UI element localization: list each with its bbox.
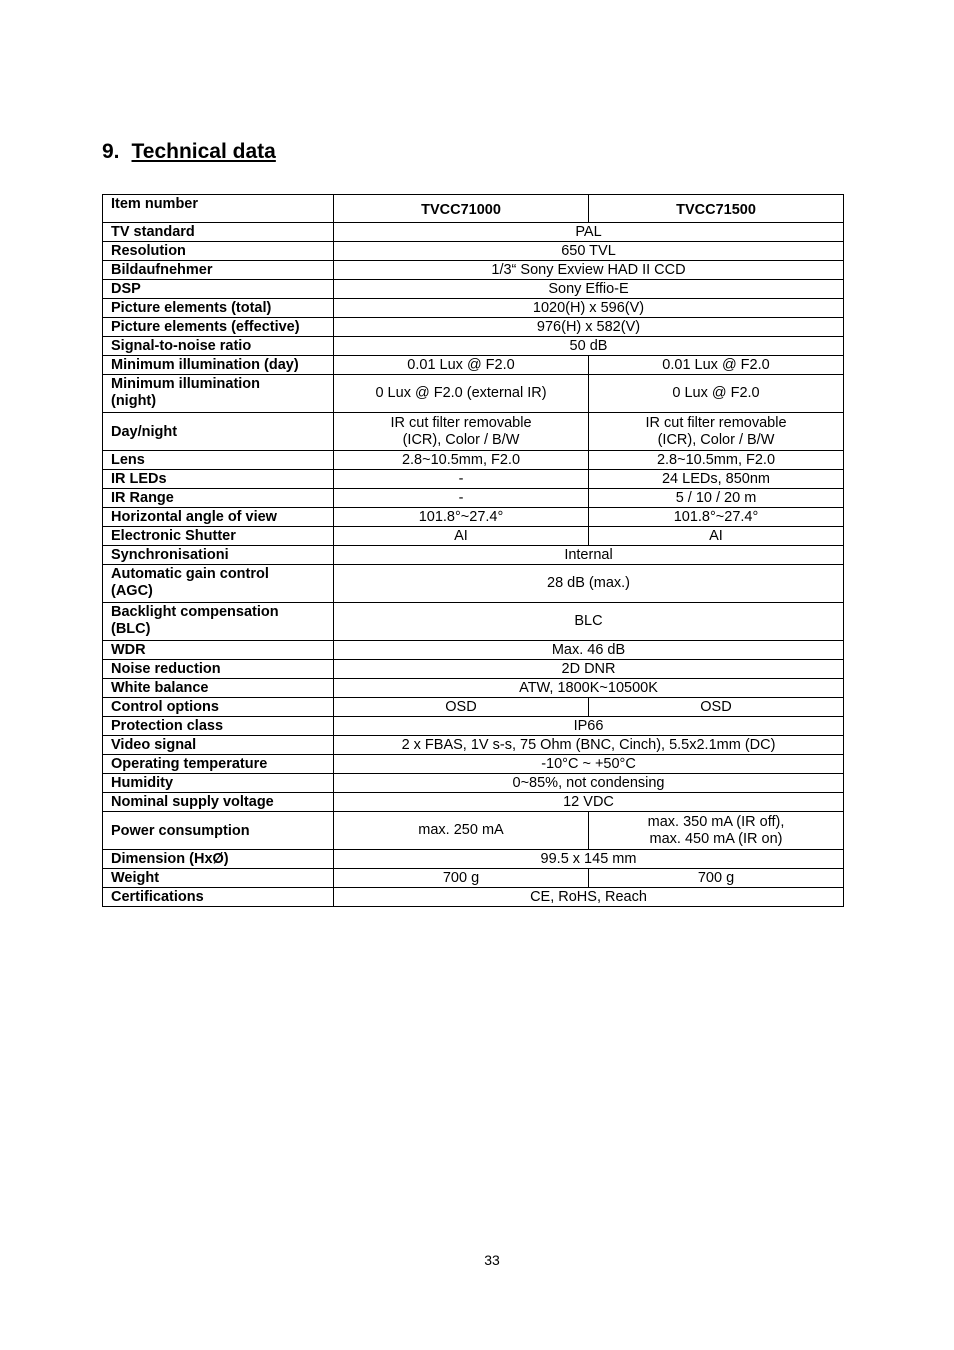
cell-line: Automatic gain control: [111, 566, 269, 582]
table-row: [103, 888, 844, 907]
row-value: IP66: [334, 717, 844, 736]
table-row: [103, 641, 844, 660]
row-value-model-2: 24 LEDs, 850nm: [589, 470, 844, 489]
row-label: Day/night: [103, 413, 334, 451]
table-row: [103, 565, 844, 603]
row-label: Protection class: [103, 717, 334, 736]
table-row: [103, 280, 844, 299]
row-label: Dimension (HxØ): [103, 850, 334, 869]
row-label: [103, 375, 334, 413]
page-heading: [102, 140, 276, 164]
row-value-model-2: [589, 812, 844, 850]
row-value-model-1: AI: [334, 527, 589, 546]
cell-line: max. 450 mA (IR on): [649, 830, 783, 847]
row-value-model-1: -: [334, 470, 589, 489]
row-label: Synchronisationi: [103, 546, 334, 565]
cell-line: IR cut filter removable: [390, 414, 532, 431]
table-row: [103, 223, 844, 242]
row-label: Minimum illumination (day): [103, 356, 334, 375]
row-label: Certifications: [103, 888, 334, 907]
table-row: [103, 413, 844, 451]
row-value: 12 VDC: [334, 793, 844, 812]
table-row: [103, 451, 844, 470]
row-label: Control options: [103, 698, 334, 717]
cell-line: Backlight compensation: [111, 604, 279, 620]
table-row: [103, 679, 844, 698]
row-value: 1/3“ Sony Exview HAD II CCD: [334, 261, 844, 280]
row-value-model-2: 0.01 Lux @ F2.0: [589, 356, 844, 375]
row-label: [103, 603, 334, 641]
table-row: [103, 337, 844, 356]
row-value-model-2: 0 Lux @ F2.0: [589, 375, 844, 413]
row-value: 28 dB (max.): [334, 565, 844, 603]
page-number: 33: [484, 1252, 500, 1268]
row-label: Electronic Shutter: [103, 527, 334, 546]
row-value: BLC: [334, 603, 844, 641]
row-value-model-1: 101.8°~27.4°: [334, 508, 589, 527]
cell-line: (BLC): [111, 621, 151, 637]
row-label: IR Range: [103, 489, 334, 508]
table-header-row: [103, 195, 844, 223]
row-value: 1020(H) x 596(V): [334, 299, 844, 318]
cell-line: (AGC): [111, 583, 153, 599]
table-row: [103, 698, 844, 717]
table-row: [103, 318, 844, 337]
row-label: Horizontal angle of view: [103, 508, 334, 527]
row-value: 0~85%, not condensing: [334, 774, 844, 793]
table-row: [103, 489, 844, 508]
row-value: CE, RoHS, Reach: [334, 888, 844, 907]
row-value-model-1: max. 250 mA: [334, 812, 589, 850]
row-label: Signal-to-noise ratio: [103, 337, 334, 356]
cell-line: (ICR), Color / B/W: [402, 431, 520, 448]
row-label: Noise reduction: [103, 660, 334, 679]
header-label: Item number: [103, 195, 334, 223]
table-row: [103, 527, 844, 546]
table-row: [103, 299, 844, 318]
section-title: Technical data: [131, 140, 276, 163]
row-value-model-1: -: [334, 489, 589, 508]
row-value: 2 x FBAS, 1V s-s, 75 Ohm (BNC, Cinch), 5.5x2.1mm (DC): [334, 736, 844, 755]
row-value-model-2: AI: [589, 527, 844, 546]
row-value-model-1: 0.01 Lux @ F2.0: [334, 356, 589, 375]
header-model-1: TVCC71000: [334, 195, 589, 223]
cell-line: (ICR), Color / B/W: [657, 431, 775, 448]
row-label: [103, 565, 334, 603]
row-label: Nominal supply voltage: [103, 793, 334, 812]
row-value: -10°C ~ +50°C: [334, 755, 844, 774]
table-row: [103, 774, 844, 793]
row-label: Picture elements (effective): [103, 318, 334, 337]
row-label: Video signal: [103, 736, 334, 755]
row-value: 50 dB: [334, 337, 844, 356]
row-value-model-2: [589, 413, 844, 451]
cell-line: Minimum illumination: [111, 376, 261, 392]
row-label: Resolution: [103, 242, 334, 261]
row-value-model-2: OSD: [589, 698, 844, 717]
row-value: ATW, 1800K~10500K: [334, 679, 844, 698]
section-number: 9.: [102, 140, 120, 163]
row-label: Power consumption: [103, 812, 334, 850]
row-value: 2D DNR: [334, 660, 844, 679]
row-value-model-2: 2.8~10.5mm, F2.0: [589, 451, 844, 470]
cell-line: max. 350 mA (IR off),: [647, 813, 785, 830]
technical-data-table: [102, 194, 844, 907]
cell-line: IR cut filter removable: [645, 414, 787, 431]
row-value-model-1: 2.8~10.5mm, F2.0: [334, 451, 589, 470]
row-value-model-1: OSD: [334, 698, 589, 717]
table-row: [103, 869, 844, 888]
table-row: [103, 793, 844, 812]
row-value-model-2: 5 / 10 / 20 m: [589, 489, 844, 508]
table-row: [103, 736, 844, 755]
table-row: [103, 375, 844, 413]
row-value-model-1: 700 g: [334, 869, 589, 888]
table-row: [103, 508, 844, 527]
row-label: Operating temperature: [103, 755, 334, 774]
table-row: [103, 546, 844, 565]
row-label: Humidity: [103, 774, 334, 793]
table-row: [103, 356, 844, 375]
row-value: 99.5 x 145 mm: [334, 850, 844, 869]
row-value: 650 TVL: [334, 242, 844, 261]
row-value-model-1: [334, 413, 589, 451]
row-value: 976(H) x 582(V): [334, 318, 844, 337]
table-row: [103, 812, 844, 850]
row-label: DSP: [103, 280, 334, 299]
row-value-model-1: 0 Lux @ F2.0 (external IR): [334, 375, 589, 413]
row-value-model-2: 101.8°~27.4°: [589, 508, 844, 527]
table-row: [103, 603, 844, 641]
row-label: Weight: [103, 869, 334, 888]
row-value-model-2: 700 g: [589, 869, 844, 888]
header-model-2: TVCC71500: [589, 195, 844, 223]
table-row: [103, 242, 844, 261]
table-row: [103, 261, 844, 280]
row-label: White balance: [103, 679, 334, 698]
row-label: Bildaufnehmer: [103, 261, 334, 280]
row-label: Picture elements (total): [103, 299, 334, 318]
table-row: [103, 470, 844, 489]
row-value: Max. 46 dB: [334, 641, 844, 660]
row-value: Sony Effio-E: [334, 280, 844, 299]
row-label: WDR: [103, 641, 334, 660]
row-value: Internal: [334, 546, 844, 565]
row-value: PAL: [334, 223, 844, 242]
table-row: [103, 717, 844, 736]
cell-line: (night): [111, 393, 157, 409]
table-row: [103, 755, 844, 774]
row-label: Lens: [103, 451, 334, 470]
row-label: IR LEDs: [103, 470, 334, 489]
row-label: TV standard: [103, 223, 334, 242]
table-row: [103, 660, 844, 679]
table-row: [103, 850, 844, 869]
